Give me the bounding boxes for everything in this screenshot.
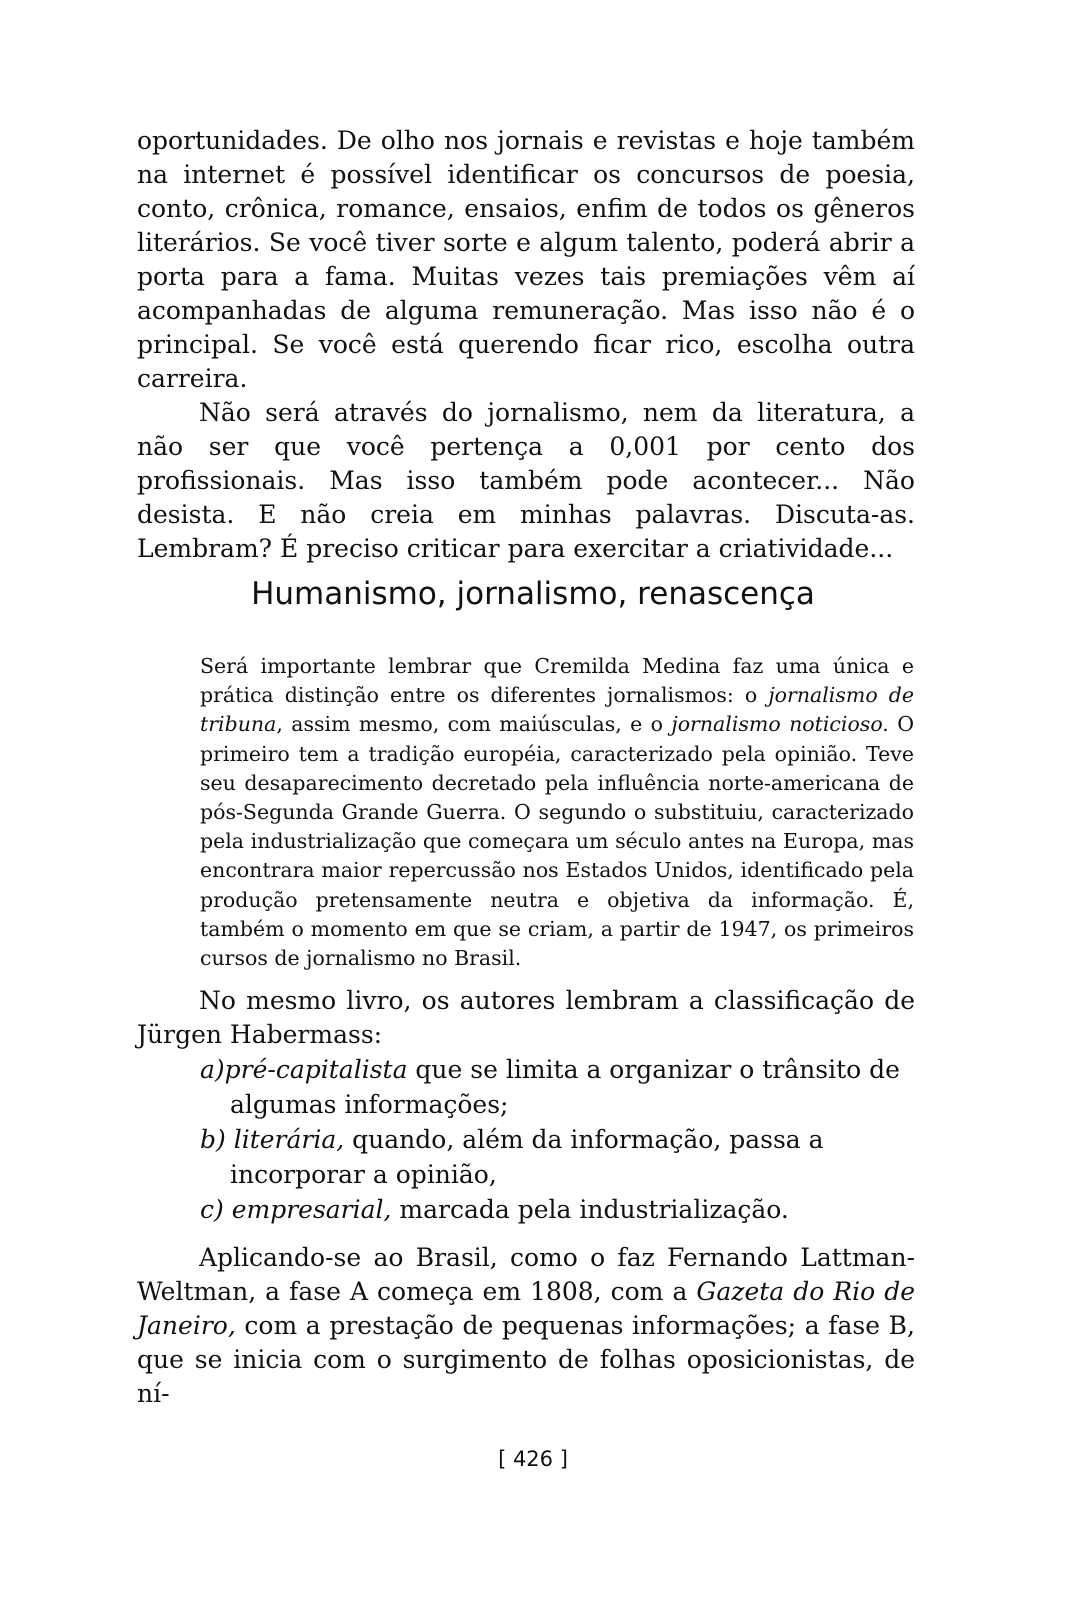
- final-text-1: Aplicando-se ao Brasil, como o faz Fernando Lattman-Weltman, a fase A começa em 1808, com a: [137, 1243, 915, 1306]
- list-item: [200, 1052, 915, 1122]
- intro-paragraph-1: oportunidades. De olho nos jornais e revistas e hoje também na internet é possível identificar os concursos de poesia, conto, crônica, romance, ensaios, enfim de todos os gêneros literários. Se você tiver sorte e algum talento, poderá abrir a porta para a fama. Muitas vezes tais premiações vêm aí acompanhadas de alguma remuneração. Mas isso não é o principal. Se você está querendo ficar rico, escolha outra carreira.: [137, 126, 915, 393]
- list-item-term: c) empresarial,: [200, 1195, 392, 1224]
- intro-text: [137, 124, 915, 566]
- final-text: [137, 1241, 915, 1411]
- list-item-term: b) literária,: [200, 1125, 345, 1154]
- page-number: [ 426 ]: [498, 1447, 568, 1471]
- intro-paragraph-2: Não será através do jornalismo, nem da literatura, a não ser que você pertença a 0,001 por cento dos profissionais. Mas isso também pode acontecer... Não desista. E não creia em minhas palavras. Discuta-as. Lembram? É preciso criticar para exercitar a criatividade...: [137, 398, 915, 563]
- quote-text-2: , assim mesmo, com maiúsculas, e o: [276, 712, 672, 737]
- list-item: [200, 1192, 915, 1227]
- list-item-text: que se limita a organizar o trânsito de algumas informações;: [230, 1055, 900, 1119]
- list-item-text: quando, além da informação, passa a incorporar a opinião,: [230, 1125, 824, 1189]
- after-quote-paragraph: No mesmo livro, os autores lembram a classificação de Jürgen Habermass:: [137, 986, 915, 1049]
- list-item-term: a)pré-capitalista: [200, 1055, 408, 1084]
- block-quote: [200, 652, 914, 973]
- classification-list: [200, 1052, 915, 1227]
- final-paragraph: [137, 1241, 915, 1411]
- list-item-text: marcada pela industrialização.: [391, 1195, 789, 1224]
- quote-emphasis-1: jornalismo de tribuna: [200, 683, 914, 737]
- section-heading: Humanismo, jornalismo, renascença: [251, 576, 815, 612]
- after-quote-text: [137, 984, 915, 1052]
- final-text-2: com a prestação de pequenas informações; a fase B, que se inicia com o surgimento de folhas oposicionistas, de ní-: [137, 1311, 915, 1408]
- final-emphasis: Gazeta do Rio de Janeiro,: [137, 1277, 916, 1340]
- quote-text-1: Será importante lembrar que Cremilda Medina faz uma única e prática distinção entre os diferentes jornalismos: o: [200, 654, 914, 708]
- quote-emphasis-2: jornalismo noticioso.: [671, 712, 889, 737]
- quote-text-3: O primeiro tem a tradição européia, caracterizado pela opinião. Teve seu desaparecimento decretado pela influência norte-americana de pós-Segunda Grande Guerra. O segundo o substituiu, caracterizado pela industrialização que começara um século antes na Europa, mas encontrara maior repercussão nos Estados Unidos, identificado pela produção pretensamente neutra e objetiva da informação. É, também o momento em que se criam, a partir de 1947, os primeiros cursos de jornalismo no Brasil.: [200, 712, 915, 971]
- list-item: [200, 1122, 915, 1192]
